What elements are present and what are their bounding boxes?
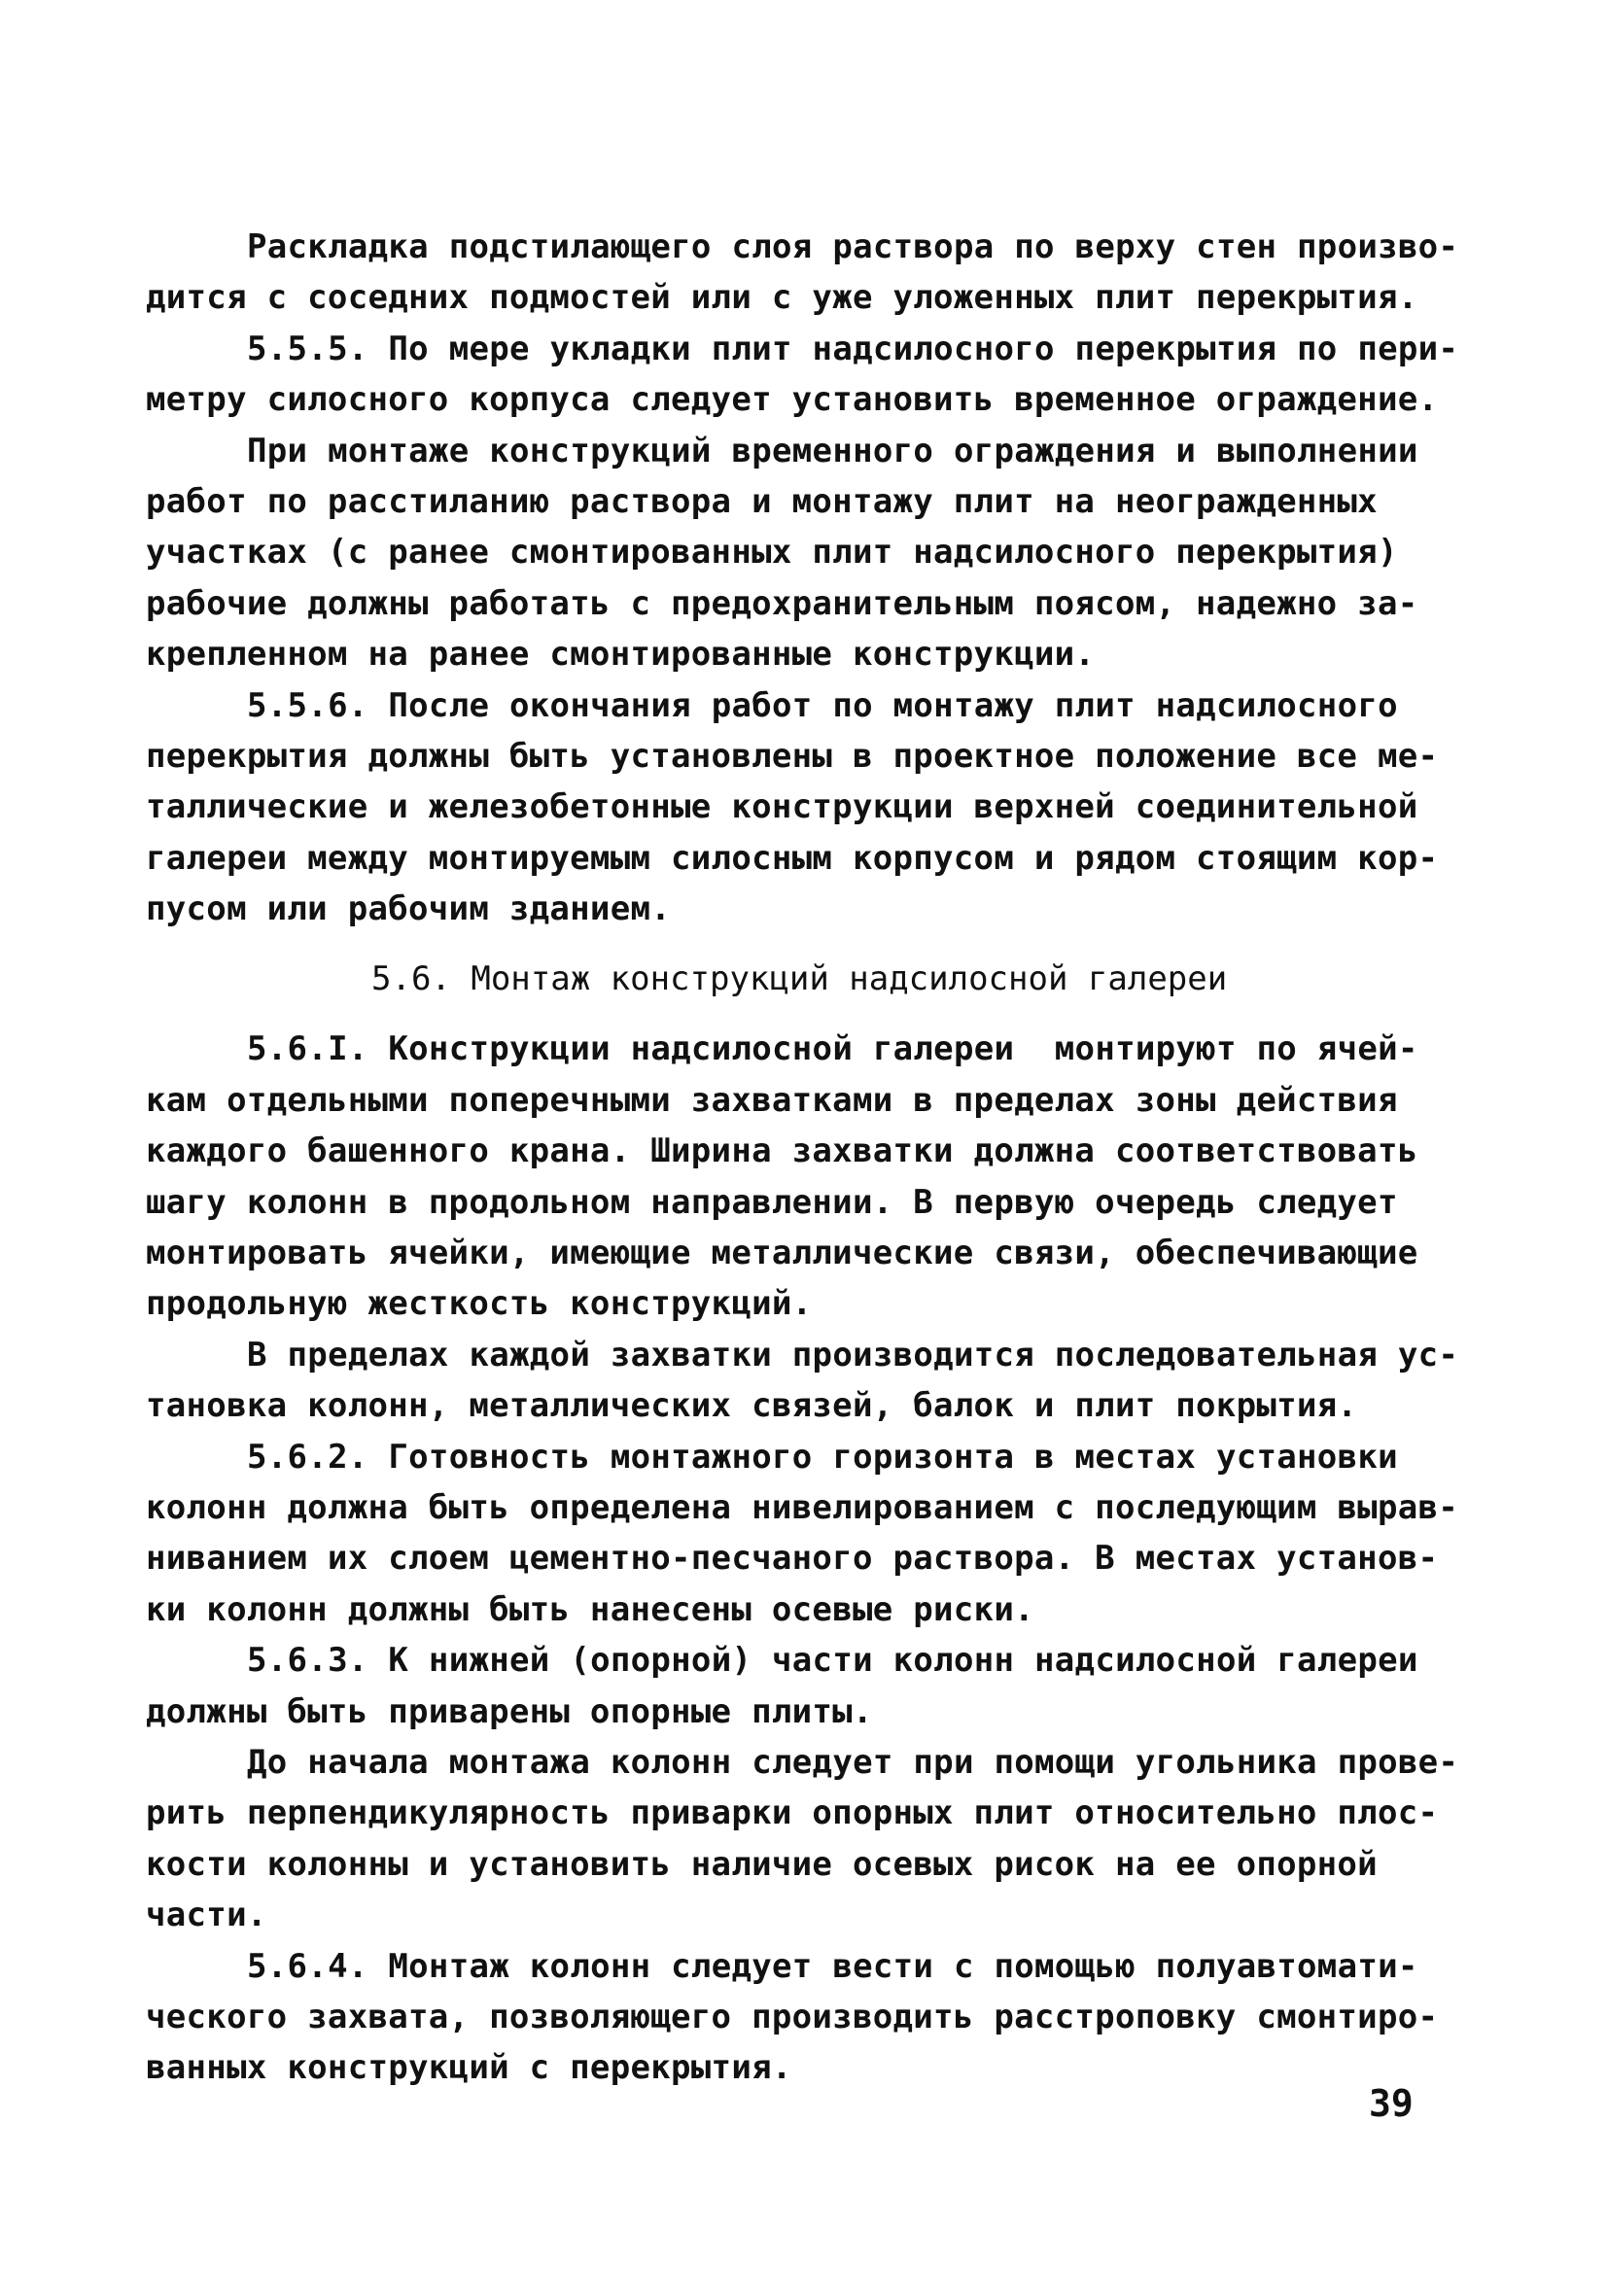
- text-line: 5.6.3. К нижней (опорной) части колонн надсилосной галереи: [247, 1641, 1418, 1681]
- text-line: При монтаже конструкций временного ограждения и выполнении: [247, 431, 1418, 470]
- text-line: шагу колонн в продольном направлении. В первую очередь следует: [146, 1182, 1398, 1222]
- text-line: перекрытия должны быть установлены в проектное положение все ме-: [146, 736, 1439, 776]
- text-line: 5.5.5. По мере укладки плит надсилосного перекрытия по пери-: [247, 329, 1459, 368]
- document-body: [146, 222, 1478, 2094]
- text-line: рабочие должны работать с предохранительным поясом, надежно за-: [146, 583, 1418, 623]
- page-number: 39: [1369, 2082, 1414, 2125]
- section-heading: 5.6. Монтаж конструкций надсилосной галереи: [371, 959, 1228, 999]
- text-line: галереи между монтируемым силосным корпусом и рядом стоящим кор-: [146, 838, 1439, 878]
- text-line: таллические и железобетонные конструкции верхней соединительной: [146, 787, 1418, 827]
- text-line: 5.6.I. Конструкции надсилосной галереи монтируют по ячей-: [247, 1029, 1418, 1069]
- text-line: 5.5.6. После окончания работ по монтажу плит надсилосного: [247, 685, 1398, 725]
- text-line: дится с соседних подмостей или с уже уложенных плит перекрытия.: [146, 278, 1418, 318]
- text-line: пусом или рабочим зданием.: [146, 889, 672, 929]
- text-line: кости колонны и установить наличие осевых рисок на ее опорной: [146, 1844, 1378, 1884]
- text-line: тановка колонн, металлических связей, балок и плит покрытия.: [146, 1386, 1358, 1426]
- text-line: В пределах каждой захватки производится последовательная ус-: [247, 1335, 1459, 1374]
- text-line: рить перпендикулярность приварки опорных плит относительно плос-: [146, 1793, 1439, 1833]
- text-line: колонн должна быть определена нивелированием с последующим вырав-: [146, 1487, 1459, 1527]
- text-line: До начала монтажа колонн следует при помощи угольника прове-: [247, 1742, 1459, 1782]
- text-line: крепленном на ранее смонтированные конструкции.: [146, 635, 1096, 675]
- text-line: работ по расстиланию раствора и монтажу плит на неогражденных: [146, 481, 1378, 521]
- text-line: ванных конструкций с перекрытия.: [146, 2048, 792, 2088]
- text-line: 5.6.4. Монтаж колонн следует вести с помощью полуавтомати-: [247, 1946, 1418, 1986]
- text-line: кам отдельными поперечными захватками в пределах зоны действия: [146, 1080, 1398, 1120]
- text-line: каждого башенного крана. Ширина захватки должна соответствовать: [146, 1131, 1418, 1171]
- text-line: участках (с ранее смонтированных плит надсилосного перекрытия): [146, 533, 1398, 573]
- text-line: ческого захвата, позволяющего производить расстроповку смонтиро-: [146, 1997, 1439, 2036]
- text-line: Раскладка подстилающего слоя раствора по верху стен произво-: [247, 227, 1459, 266]
- text-line: ки колонн должны быть нанесены осевые риски.: [146, 1589, 1034, 1629]
- text-line: монтировать ячейки, имеющие металлические связи, обеспечивающие: [146, 1234, 1418, 1273]
- text-line: продольную жесткость конструкций.: [146, 1284, 813, 1324]
- text-line: 5.6.2. Готовность монтажного горизонта в местах установки: [247, 1437, 1398, 1477]
- text-line: должны быть приварены опорные плиты.: [146, 1691, 873, 1731]
- text-line: метру силосного корпуса следует установить временное ограждение.: [146, 380, 1439, 420]
- text-line: ниванием их слоем цементно-песчаного раствора. В местах установ-: [146, 1539, 1439, 1579]
- text-line: части.: [146, 1896, 267, 1935]
